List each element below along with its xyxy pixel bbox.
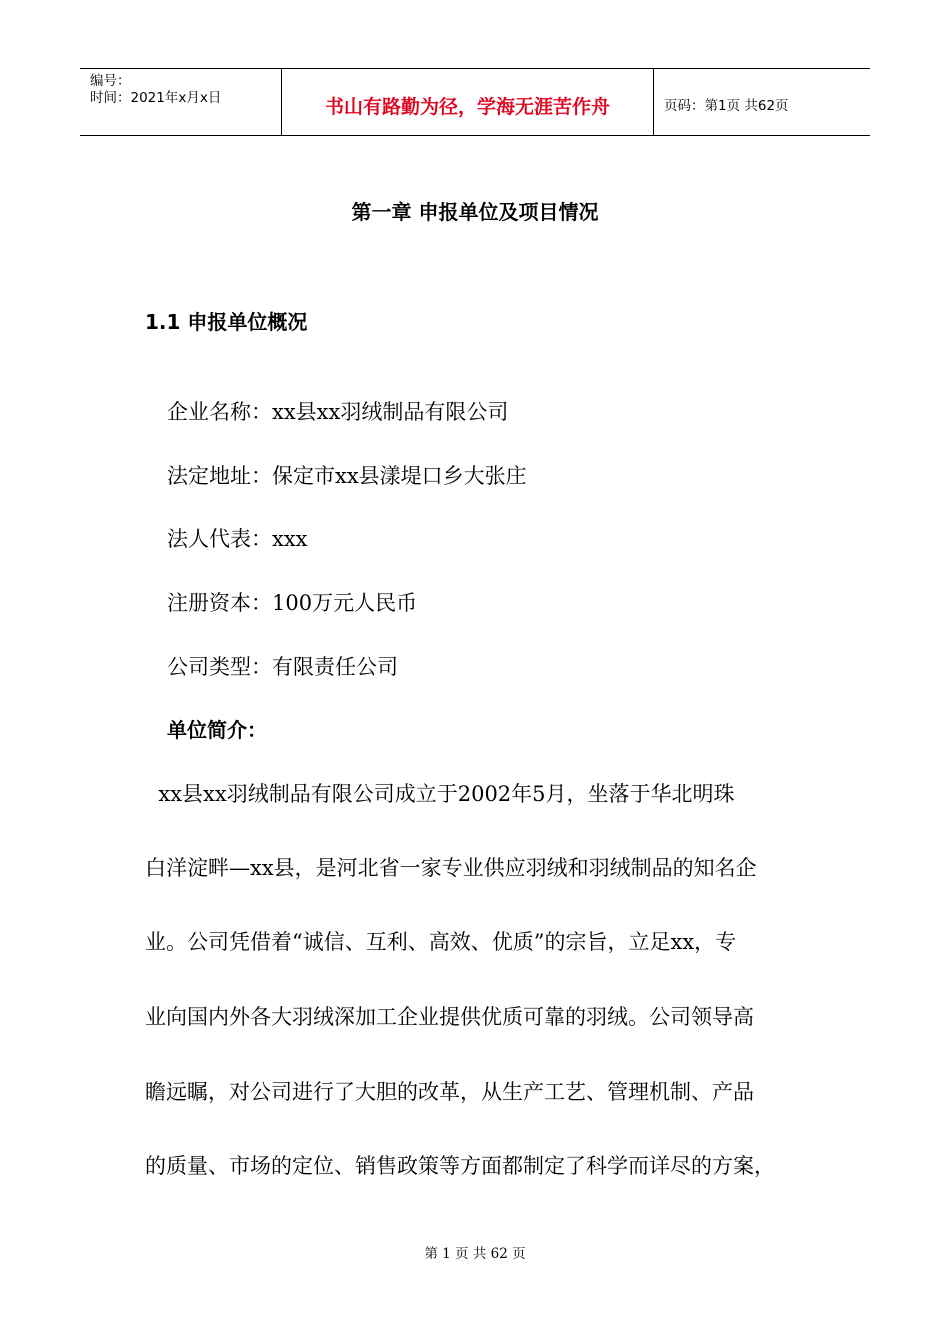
chapter-title: 第一章 申报单位及项目情况 xyxy=(351,200,599,224)
info-legal-address: 法定地址：保定市xx县漾堤口乡大张庄 xyxy=(167,464,527,488)
header-page-info: 页码：第1页 共62页 xyxy=(664,98,789,114)
header-meta xyxy=(80,69,282,135)
header-motto: 书山有路勤为径，学海无涯苦作舟 xyxy=(282,69,654,135)
intro-label: 单位简介： xyxy=(167,718,267,742)
paragraph-line: xx县xx羽绒制品有限公司成立于2002年5月，坐落于华北明珠 xyxy=(145,782,735,806)
paragraph-line: 瞻远瞩，对公司进行了大胆的改革，从生产工艺、管理机制、产品 xyxy=(145,1080,754,1104)
info-legal-representative: 法人代表：xxx xyxy=(167,527,308,551)
info-registered-capital: 注册资本：100万元人民币 xyxy=(167,591,418,615)
paragraph-line: 白洋淀畔—xx县，是河北省一家专业供应羽绒和羽绒制品的知名企 xyxy=(145,856,757,880)
info-company-type: 公司类型：有限责任公司 xyxy=(167,655,398,679)
page-header xyxy=(80,68,870,136)
section-title: 1.1 申报单位概况 xyxy=(145,310,308,334)
document-time-label: 时间：2021年x月x日 xyxy=(90,90,222,106)
page-footer: 第 1 页 共 62 页 xyxy=(424,1246,526,1262)
paragraph-line: 的质量、市场的定位、销售政策等方面都制定了科学而详尽的方案， xyxy=(145,1154,775,1178)
paragraph-line: 业向国内外各大羽绒深加工企业提供优质可靠的羽绒。公司领导高 xyxy=(145,1005,754,1029)
paragraph-line: 业。公司凭借着“诚信、互利、高效、优质”的宗旨，立足xx，专 xyxy=(145,930,737,954)
document-number-label: 编号： xyxy=(90,73,131,89)
info-company-name: 企业名称：xx县xx羽绒制品有限公司 xyxy=(167,400,509,424)
